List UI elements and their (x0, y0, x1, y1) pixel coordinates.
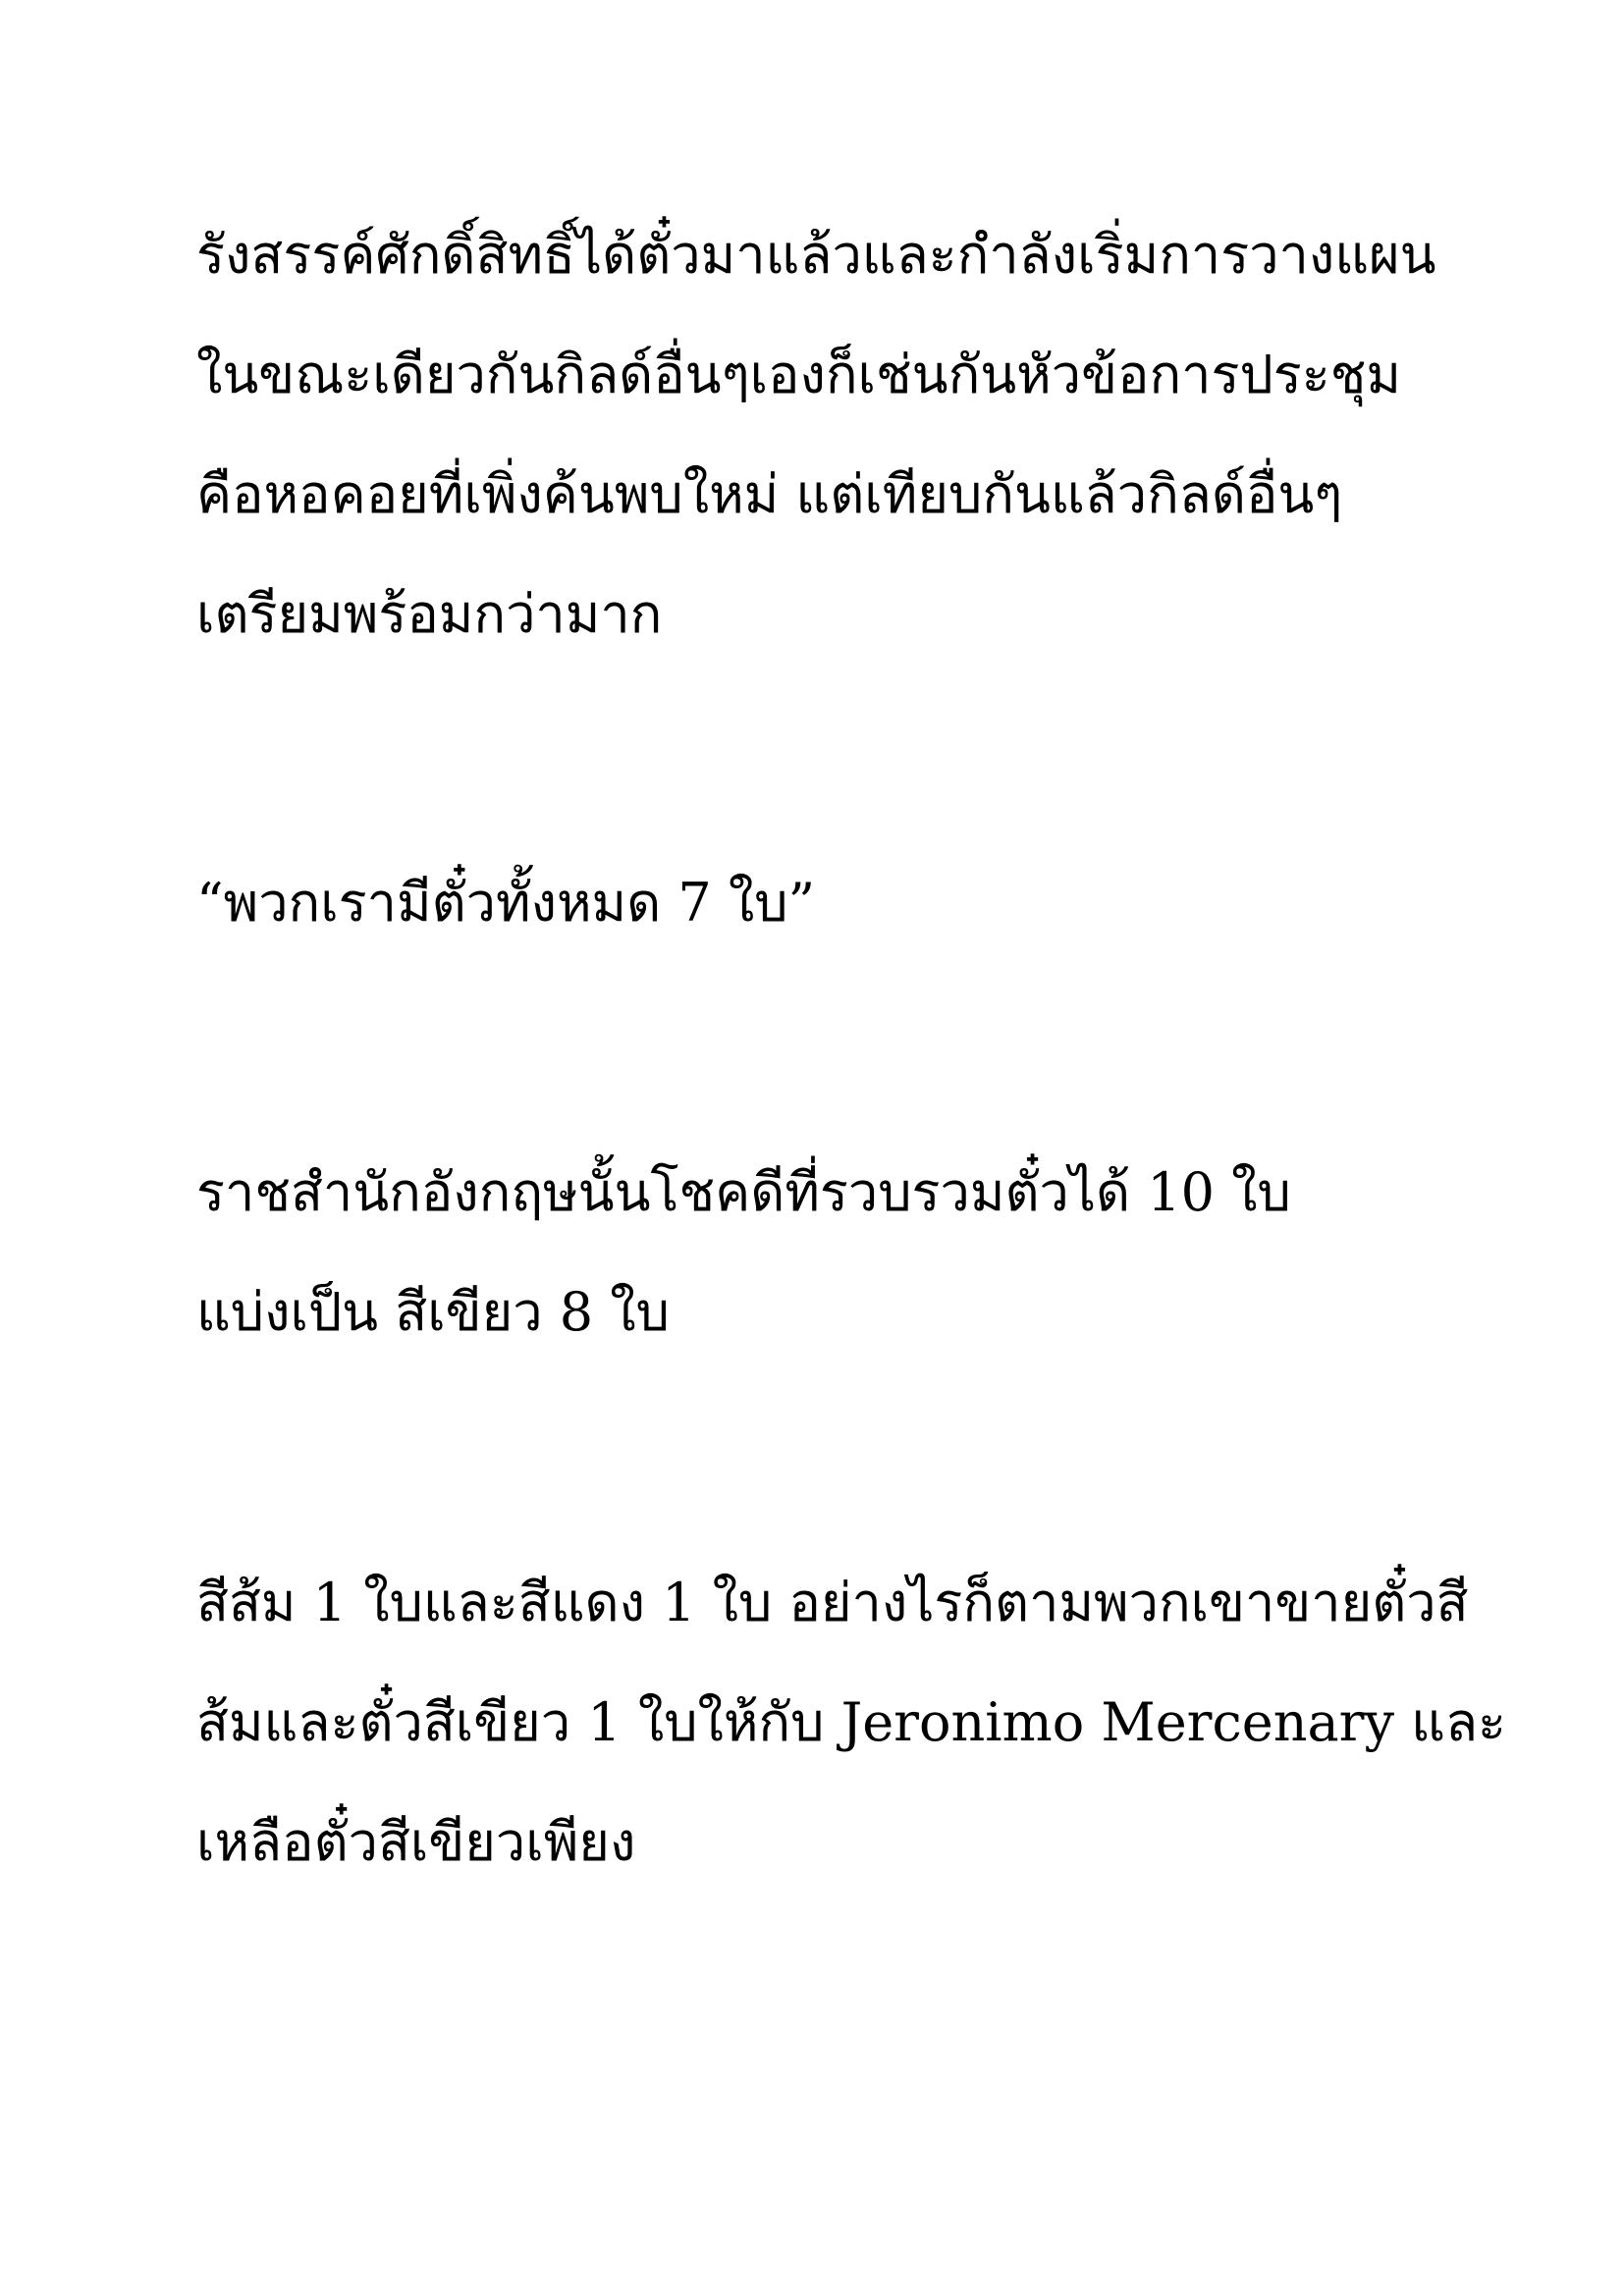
paragraph-2-line-2: แบ่งเป็น สีเขียว 8 ใบ (196, 1281, 670, 1343)
paragraph-2-line-1: ราชสำนักอังกฤษนั้นโชคดีที่รวบรวมตั๋วได้ 10 ใบ (196, 1161, 1291, 1223)
paragraph-1-line-4: เตรียมพร้อมกว่ามาก (196, 583, 663, 645)
dialogue-line: “พวกเรามีตั๋วทั้งหมด 7 ใบ” (196, 872, 816, 934)
paragraph-3-line-2: ส้มและตั๋วสีเขียว 1 ใบให้กับ Jeronimo Mercenary และ (196, 1691, 1507, 1753)
paragraph-3-line-3: เหลือตั๋วสีเขียวเพียง (196, 1811, 636, 1873)
paragraph-1-line-3: คือหอคอยที่เพิ่งค้นพบใหม่ แต่เทียบกันแล้วกิลด์อื่นๆ (196, 463, 1343, 525)
paragraph-3-line-1: สีส้ม 1 ใบและสีแดง 1 ใบ อย่างไรก็ตามพวกเขาขายตั๋วสี (196, 1572, 1469, 1633)
paragraph-1-line-1: รังสรรค์ศักดิ์สิทธิ์ได้ตั๋วมาแล้วและกำลังเริ่มการวางแผน (196, 224, 1436, 286)
paragraph-1-line-2: ในขณะเดียวกันกิลด์อื่นๆเองก็เช่นกันหัวข้อการประชุม (196, 344, 1401, 405)
